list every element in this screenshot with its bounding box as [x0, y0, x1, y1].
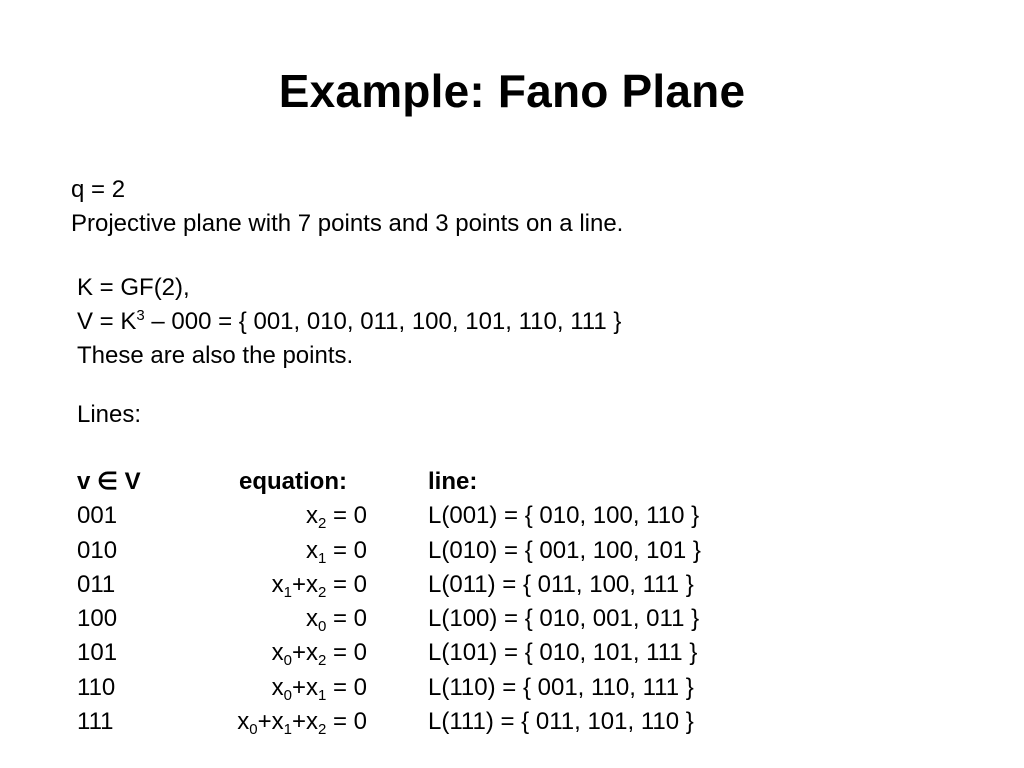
row-equation — [77, 568, 367, 602]
row-vector: 111 — [77, 708, 114, 736]
row-line: L(101) = { 010, 101, 111 } — [428, 639, 698, 667]
lines-label: Lines: — [77, 401, 142, 428]
equation-rhs: = 0 — [326, 673, 367, 701]
equation-rhs: = 0 — [326, 570, 367, 598]
row-vector: 110 — [77, 673, 116, 701]
equation-term: x — [271, 639, 284, 667]
equation-subscript: 1 — [283, 721, 292, 739]
field-definition-block — [77, 271, 621, 373]
equation-term: +x — [291, 639, 318, 667]
row-vector: 011 — [77, 570, 116, 598]
equation-term: +x — [291, 570, 318, 598]
header-line: line: — [428, 468, 478, 495]
equation-subscript: 0 — [317, 618, 327, 636]
equation-rhs: = 0 — [326, 502, 367, 530]
header-v-label: v — [77, 468, 98, 495]
equation-term: +x — [257, 708, 284, 736]
equation-subscript: 1 — [317, 686, 327, 704]
equation-subscript: 2 — [317, 583, 327, 601]
row-line: L(011) = { 011, 100, 111 } — [428, 570, 694, 598]
equation-rhs: = 0 — [326, 536, 367, 564]
q-value-line: q = 2 — [71, 176, 126, 203]
plane-description: Projective plane with 7 points and 3 points on a line. — [71, 210, 624, 237]
row-equation — [77, 671, 367, 705]
equation-term: x — [305, 502, 318, 530]
equation-rhs: = 0 — [326, 605, 367, 633]
field-k-line: K = GF(2), — [77, 274, 190, 301]
equation-term: +x — [291, 708, 318, 736]
row-equation — [77, 534, 367, 568]
equation-term: x — [271, 570, 284, 598]
equation-rhs: = 0 — [326, 639, 367, 667]
slide-title: Example: Fano Plane — [278, 65, 746, 117]
equation-subscript: 2 — [317, 652, 327, 670]
header-vector-column — [77, 465, 141, 499]
row-vector: 101 — [77, 639, 118, 667]
row-line: L(111) = { 011, 101, 110 } — [428, 708, 694, 736]
header-v-set: V — [117, 468, 141, 495]
equation-subscript: 0 — [249, 721, 258, 739]
row-equation — [77, 602, 367, 636]
row-equation — [77, 636, 367, 670]
vector-set-members: – 000 = { 001, 010, 011, 100, 101, 110, 111 } — [144, 308, 622, 335]
vector-set-line — [77, 305, 621, 339]
equation-subscript: 0 — [283, 652, 292, 670]
equation-term: x — [305, 605, 318, 633]
equation-subscript: 2 — [317, 515, 327, 533]
row-vector: 001 — [77, 502, 118, 530]
equation-rhs: = 0 — [326, 708, 367, 736]
row-vector: 010 — [77, 536, 118, 564]
vector-set-exponent: 3 — [136, 307, 145, 324]
row-line: L(001) = { 010, 100, 110 } — [428, 502, 700, 530]
equation-subscript: 1 — [283, 583, 292, 601]
equation-subscript: 2 — [317, 721, 327, 739]
row-vector: 100 — [77, 605, 118, 633]
vector-set-prefix: V = K — [77, 308, 137, 335]
header-equation: equation: — [239, 468, 347, 495]
row-equation — [77, 705, 367, 739]
row-line: L(100) = { 010, 001, 011 } — [428, 605, 700, 633]
intro-block — [71, 173, 623, 241]
equation-subscript: 1 — [317, 549, 327, 567]
equation-subscript: 0 — [283, 686, 292, 704]
points-note: These are also the points. — [77, 342, 354, 369]
row-equation — [77, 499, 367, 533]
equation-term: x — [237, 708, 250, 736]
equation-term: +x — [291, 673, 318, 701]
row-line: L(010) = { 001, 100, 101 } — [428, 536, 701, 564]
equation-term: x — [271, 673, 284, 701]
equation-term: x — [305, 536, 318, 564]
element-of-symbol: ∈ — [97, 468, 118, 495]
row-line: L(110) = { 001, 110, 111 } — [428, 673, 694, 701]
